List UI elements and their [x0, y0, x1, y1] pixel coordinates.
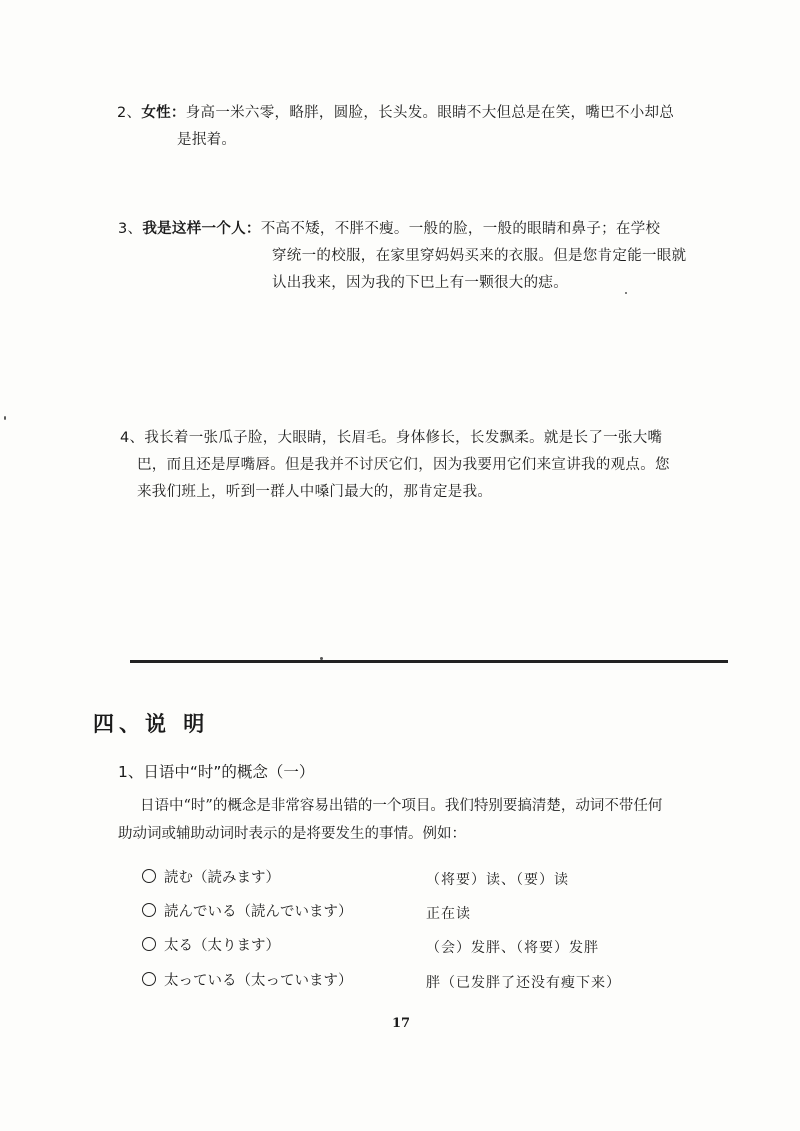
- item-text-line: 身高一米六零，略胖，圆脸，长头发。眼睛不大但总是在笑，嘴巴不小却总: [185, 105, 675, 121]
- item-number: 3、: [118, 221, 143, 237]
- item-label: 我是这样一个人：: [142, 221, 261, 237]
- example-japanese-text: 読む（読みます）: [164, 870, 280, 886]
- scan-speck: [625, 292, 627, 294]
- item-number: 2、: [117, 105, 142, 121]
- example-japanese-text: 太っている（太っています）: [164, 973, 353, 989]
- item-text-line: 来我们班上，听到一群人中嗓门最大的，那肯定是我。: [137, 484, 493, 500]
- item-text-line: 不高不矮，不胖不瘦。一般的脸，一般的眼睛和鼻子；在学校: [260, 221, 661, 237]
- section-subtitle: 1、日语中“时”的概念（一）: [118, 763, 315, 781]
- section-divider: [130, 660, 728, 663]
- item-label: 女性：: [141, 105, 186, 121]
- item-text-line: 巴，而且还是厚嘴唇。但是我并不讨厌它们，因为我要用它们来宣讲我的观点。您: [137, 457, 670, 473]
- item-text-line: 认出我来，因为我的下巴上有一颗很大的痣。: [272, 275, 568, 291]
- example-japanese: [142, 902, 353, 922]
- paragraph-line: 助动词或辅助动词时表示的是将要发生的事情。例如：: [118, 826, 466, 842]
- description-item-3: [118, 216, 686, 297]
- page-number: 17: [392, 1016, 411, 1031]
- example-meaning: 胖（已发胖了还没有瘦下来）: [426, 975, 621, 991]
- example-japanese-text: 読んでいる（読んでいます）: [164, 904, 353, 920]
- paragraph-line: 日语中“时”的概念是非常容易出错的一个项目。我们特别要搞清楚，动词不带任何: [140, 798, 663, 814]
- example-japanese: [142, 971, 353, 991]
- item-text-line: 穿统一的校服，在家里穿妈妈买来的衣服。但是您肯定能一眼就: [272, 248, 687, 264]
- example-meaning: （将要）读、（要）读: [426, 872, 569, 888]
- item-text-line: 是抿着。: [177, 132, 237, 148]
- description-item-2: [117, 100, 674, 154]
- explanation-paragraph: [118, 792, 718, 848]
- circle-bullet-icon: [142, 937, 156, 951]
- circle-bullet-icon: [142, 869, 156, 883]
- circle-bullet-icon: [142, 903, 156, 917]
- section-title: 四、说 明: [93, 712, 210, 736]
- example-meaning: 正在读: [426, 906, 471, 922]
- item-text-line: 我长着一张瓜子脸，大眼睛，长眉毛。身体修长，长发飘柔。就是长了一张大嘴: [144, 430, 663, 446]
- example-japanese: [142, 868, 280, 888]
- scan-speck: [320, 657, 323, 660]
- scan-speck: [4, 416, 6, 420]
- item-number: 4、: [120, 430, 145, 446]
- example-japanese-text: 太る（太ります）: [164, 938, 280, 954]
- description-item-4: [120, 425, 670, 506]
- example-japanese: [142, 936, 280, 956]
- circle-bullet-icon: [142, 972, 156, 986]
- example-meaning: （会）发胖、（将要）发胖: [426, 940, 599, 956]
